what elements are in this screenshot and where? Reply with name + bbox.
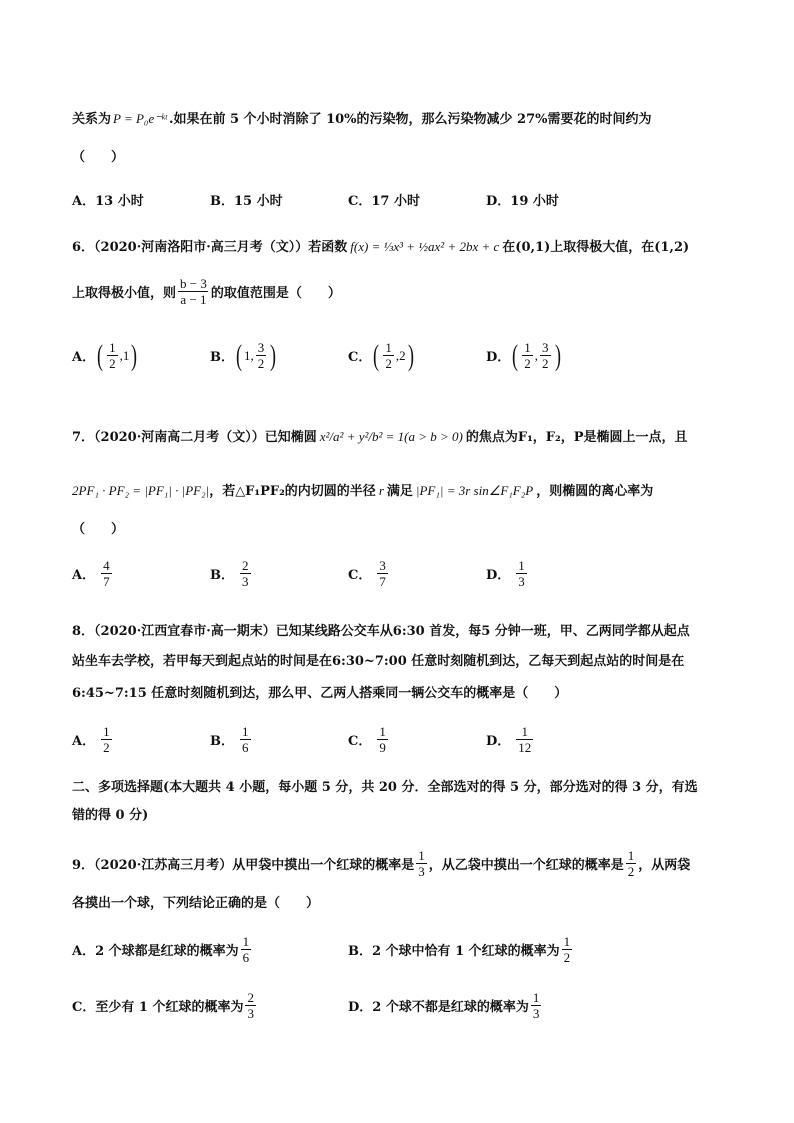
q7-line2-b: ，若△F₁PF₂的内切圆的半径 <box>209 484 376 499</box>
frac-num: 1 <box>532 990 540 1005</box>
q9-source: 9．（2020·江苏高三月考）从甲袋中摸出一个红球的概率是 <box>72 858 415 873</box>
interval-right: 2 <box>399 347 406 363</box>
q7-vector-condition: 2PF₁ · PF₂ = |PF₁| · |PF₂| <box>72 483 210 498</box>
frac-den: 2 <box>109 356 116 371</box>
frac-num: 1 <box>379 724 386 739</box>
q8-line2: 站坐车去学校，若甲每天到起点站的时间是在6:30~7:00 任意时刻随机到达，乙每天到起点站的时间是在 <box>72 654 685 669</box>
option-label: B． <box>210 350 234 365</box>
section2-heading-cont: 错的得 0 分) <box>72 808 149 823</box>
option-label: B． <box>210 734 234 749</box>
frac-den: 2 <box>385 356 392 371</box>
frac-num: 2 <box>242 558 249 573</box>
frac-den: 3 <box>242 574 249 589</box>
frac-den: 9 <box>379 740 386 755</box>
frac-den: 7 <box>379 574 386 589</box>
q5-option-c[interactable]: C．17 小时 <box>348 194 420 209</box>
frac-num: 1 <box>103 724 110 739</box>
frac-num: 1 <box>242 934 250 949</box>
frac-den: 3 <box>418 864 425 879</box>
q5-text-post: .如果在前 5 个小时消除了 10%的污染物，那么污染物减少 27%需要花的时间约为 <box>168 112 652 127</box>
frac-den: 2 <box>257 356 265 371</box>
q7-condition: |PF₁| = 3r sin∠F₁F₂P <box>415 483 534 498</box>
q6-line2-pre: 上取得极小值，则 <box>72 286 177 301</box>
frac-den: 7 <box>103 574 110 589</box>
q7-line2 <box>72 480 653 499</box>
frac-den: 2 <box>542 356 549 371</box>
q7-option-c[interactable] <box>348 558 390 589</box>
q9-line1 <box>72 848 690 879</box>
option-label: A． <box>72 350 96 365</box>
option-label: A． <box>72 734 96 749</box>
option-label: B． <box>210 568 234 583</box>
q7-line2-e: ，则椭圆的离心率为 <box>536 484 654 499</box>
q9-line2: 各摸出一个球，下列结论正确的是（ ） <box>72 896 320 911</box>
q8-option-d[interactable] <box>486 724 535 755</box>
option-label: C． <box>348 734 372 749</box>
frac-den: 2 <box>627 864 635 879</box>
q6-fraction-num: b − 3 <box>180 276 207 291</box>
q8-line3: 6:45~7:15 任意时刻随机到达，那么甲、乙两人搭乘同一辆公交车的概率是（ ） <box>72 686 568 701</box>
option-label: A． <box>72 568 96 583</box>
q6-line2-post: 的取值范围是（ ） <box>210 286 341 301</box>
q8-option-c[interactable] <box>348 724 390 755</box>
interval-right: 1 <box>122 347 130 363</box>
q9-mid: ，从乙袋中摸出一个红球的概率是 <box>428 858 624 873</box>
q6-line2 <box>72 276 341 307</box>
interval-left: 1 <box>244 347 251 363</box>
frac-den: 6 <box>242 950 250 965</box>
frac-num: 1 <box>385 340 392 355</box>
q6-option-a[interactable]: A． ( $\frac{1}{2}$ , 1 ) <box>72 338 138 372</box>
q6-function: f(x) = ⅓x³ + ½ax² + 2bx + c <box>350 239 500 254</box>
frac-den: 2 <box>524 356 531 371</box>
option-label: C． <box>348 350 372 365</box>
frac-num: 1 <box>518 558 525 573</box>
frac-den: 12 <box>518 740 532 755</box>
frac-num: 1 <box>418 848 425 863</box>
frac-den: 3 <box>518 574 525 589</box>
q6-option-d[interactable]: D． ( $\frac{1}{2}$ , $\frac{3}{2}$ ) <box>486 338 561 372</box>
q7-r: r <box>378 483 384 498</box>
frac-num: 1 <box>627 848 635 863</box>
q6-source: 6．（2020·河南洛阳市·高三月考（文））若函数 <box>72 240 348 255</box>
option-label: D． <box>486 568 511 583</box>
q9-option-b[interactable] <box>348 934 574 965</box>
q5-formula: P = P₀e⁻ᵏᵗ <box>113 111 167 126</box>
q6-fraction-den: a − 1 <box>180 292 207 307</box>
q6-option-b[interactable]: B． ( 1 , $\frac{3}{2}$ ) <box>210 338 277 372</box>
q5-line1 <box>72 108 652 127</box>
q9-option-d[interactable] <box>348 990 543 1021</box>
option-label: C． <box>348 568 372 583</box>
frac-num: 2 <box>247 990 254 1005</box>
frac-den: 3 <box>532 1006 540 1021</box>
q6-line1 <box>72 236 689 255</box>
frac-num: 1 <box>242 724 249 739</box>
q6-fraction <box>178 276 209 307</box>
frac-den: 2 <box>103 740 110 755</box>
frac-num: 3 <box>379 558 386 573</box>
frac-den: 6 <box>242 740 249 755</box>
option-text: C．至少有 1 个红球的概率为 <box>72 1000 244 1015</box>
q5-text: 关系为 <box>72 112 112 127</box>
q8-option-a[interactable] <box>72 724 114 755</box>
option-text: A．2 个球都是红球的概率为 <box>72 944 239 959</box>
option-text: B．2 个球中恰有 1 个红球的概率为 <box>348 944 560 959</box>
q5-option-b[interactable]: B．15 小时 <box>210 194 283 209</box>
frac-num: 1 <box>109 340 116 355</box>
frac-num: 1 <box>524 340 531 355</box>
q7-ellipse-equation: x²/a² + y²/b² = 1(a > b > 0) <box>319 429 463 444</box>
q7-option-d[interactable] <box>486 558 529 589</box>
q6-option-c[interactable]: C． ( $\frac{1}{2}$ , 2 ) <box>348 338 414 372</box>
q7-option-b[interactable] <box>210 558 253 589</box>
frac-den: 2 <box>563 950 571 965</box>
q9-post: ，从两袋 <box>638 858 691 873</box>
q7-option-a[interactable] <box>72 558 114 589</box>
q5-option-d[interactable]: D．19 小时 <box>486 194 559 209</box>
q5-option-a[interactable]: A．13 小时 <box>72 194 144 209</box>
q7-foci-text: 的焦点为F₁，F₂，P是椭圆上一点，且 <box>465 430 688 445</box>
q9-option-a[interactable] <box>72 934 253 965</box>
option-label: D． <box>486 350 511 365</box>
q7-line1 <box>72 426 688 445</box>
frac-den: 3 <box>247 1006 254 1021</box>
q5-blank: （ ） <box>72 150 125 165</box>
option-text: D．2 个球不都是红球的概率为 <box>348 1000 529 1015</box>
frac-num: 3 <box>542 340 549 355</box>
frac-num: 4 <box>103 558 110 573</box>
q7-source: 7．（2020·河南高二月考（文））已知椭圆 <box>72 430 317 445</box>
option-label: D． <box>486 734 511 749</box>
frac-num: 1 <box>521 724 529 739</box>
q6-interval-text: 在(0,1)上取得极大值，在(1,2) <box>502 240 690 255</box>
frac-num: 3 <box>257 340 265 355</box>
q9-option-c[interactable] <box>72 990 258 1021</box>
q8-line1: 8．（2020·江西宜春市·高一期末）已知某线路公交车从6:30 首发，每5 分钟一班，甲、乙两同学都从起点 <box>72 624 690 639</box>
q8-option-b[interactable] <box>210 724 253 755</box>
frac-num: 1 <box>563 934 571 949</box>
q7-line2-c: 满足 <box>386 484 413 499</box>
section2-heading: 二、多项选择题(本大题共 4 小题，每小题 5 分，共 20 分．全部选对的得 5 分，部分选对的得 3 分，有选 <box>72 780 698 795</box>
q7-blank: （ ） <box>72 522 125 537</box>
